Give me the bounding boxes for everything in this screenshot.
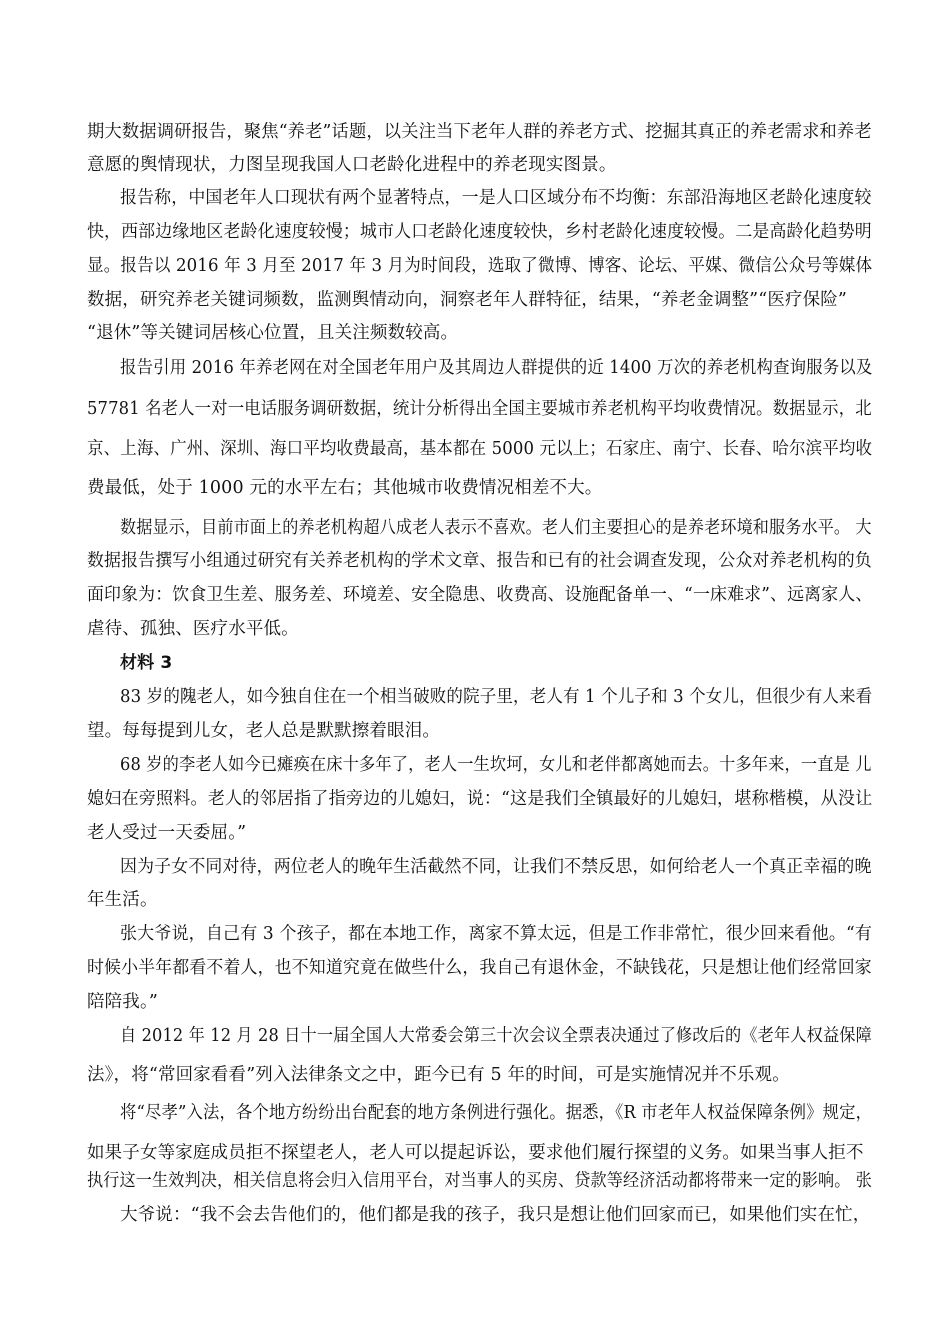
text-line: 年生活。 [87, 890, 158, 910]
text-line: 大爷说：“我不会去告他们的，他们都是我的孩子，我只是想让他们回家而已，如果他们实在忙， [120, 1205, 871, 1225]
text-line: 期大数据调研报告，聚焦“养老”话题，以关注当下老年人群的养老方式、挖掘其真正的养老需求和养老 [87, 122, 872, 142]
text-line: “退休”等关键词居核心位置，且关注频数较高。 [87, 323, 459, 343]
text-line: 显。报告以 2016 年 3 月至 2017 年 3 月为时间段，选取了微博、博客、论坛、平媒、微信公众号等媒体 [87, 256, 873, 276]
text-line: 自 2012 年 12 月 28 日十一届全国人大常委会第三十次会议全票表决通过了修改后的《老年人权益保障 [120, 1026, 872, 1046]
text-line: 时候小半年都看不着人，也不知道究竟在做些什么，我自己有退休金，不缺钱花，只是想让他们经常回家 [87, 958, 872, 978]
text-line: 法》，将“常回家看看”列入法律条文之中，距今已有 5 年的时间，可是实施情况并不乐观。 [87, 1065, 790, 1085]
text-line: 虐待、孤独、医疗水平低。 [87, 619, 299, 639]
text-line: 如果子女等家庭成员拒不探望老人，老人可以提起诉讼，要求他们履行探望的义务。如果当事人拒不 [87, 1143, 864, 1163]
section-heading: 材料 3 [120, 653, 173, 673]
text-line: 张大爷说，自己有 3 个孩子，都在本地工作，离家不算太远，但是工作非常忙，很少回来看他。“有 [120, 924, 873, 944]
text-line: 京、上海、广州、深圳、海口平均收费最高，基本都在 5000 元以上；石家庄、南宁、长春、哈尔滨平均收 [87, 439, 873, 459]
text-line: 面印象为：饮食卫生差、服务差、环境差、安全隐患、收费高、设施配备单一、“一床难求”、远离家人、 [87, 585, 873, 605]
text-line: 数据显示，目前市面上的养老机构超八成老人表示不喜欢。老人们主要担心的是养老环境和服务水平。 大 [120, 518, 872, 538]
text-line: 执行这一生效判决，相关信息将会归入信用平台，对当事人的买房、贷款等经济活动都将带来一定的影响。 张 [87, 1171, 872, 1191]
text-line: 意愿的舆情现状，力图呈现我国人口老龄化进程中的养老现实图景。 [87, 155, 617, 175]
text-line: 费最低，处于 1000 元的水平左右；其他城市收费情况相差不大。 [87, 478, 603, 498]
text-line: 陪陪我。” [87, 992, 158, 1012]
text-line: 老人受过一天委屈。” [87, 823, 247, 843]
text-line: 媳妇在旁照料。老人的邻居指了指旁边的儿媳妇，说：“这是我们全镇最好的儿媳妇，堪称楷模，从没让 [87, 789, 873, 809]
text-line: 数据，研究养老关键词频数，监测舆情动向，洞察老年人群特征，结果，“养老金调整”“医疗保险” [87, 290, 848, 310]
text-line: 报告引用 2016 年养老网在对全国老年用户及其周边人群提供的近 1400 万次的养老机构查询服务以及 [120, 358, 873, 378]
text-line: 快，西部边缘地区老龄化速度较慢；城市人口老龄化速度较快，乡村老龄化速度较慢。二是高龄化趋势明 [87, 222, 872, 242]
text-line: 因为子女不同对待，两位老人的晚年生活截然不同，让我们不禁反思，如何给老人一个真正幸福的晚 [120, 857, 872, 877]
text-line: 报告称，中国老年人口现状有两个显著特点，一是人口区域分布不均衡：东部沿海地区老龄化速度较 [120, 188, 872, 208]
text-line: 68 岁的李老人如今已瘫痪在床十多年了，老人一生坎坷，女儿和老伴都离她而去。十多年来，一直是 儿 [120, 755, 872, 775]
text-line: 57781 名老人一对一电话服务调研数据，统计分析得出全国主要城市养老机构平均收费情况。数据显示，北 [87, 399, 872, 419]
text-line: 数据报告撰写小组通过研究有关养老机构的学术文章、报告和已有的社会调查发现，公众对养老机构的负 [87, 551, 872, 571]
text-line: 望。每每提到儿女，老人总是默默擦着眼泪。 [87, 721, 440, 741]
text-line: 83 岁的隗老人，如今独自住在一个相当破败的院子里，老人有 1 个儿子和 3 个女儿，但很少有人来看 [120, 687, 873, 707]
text-line: 将“尽孝”入法，各个地方纷纷出台配套的地方条例进行强化。据悉，《R 市老年人权益保障条例》规定， [120, 1103, 873, 1123]
